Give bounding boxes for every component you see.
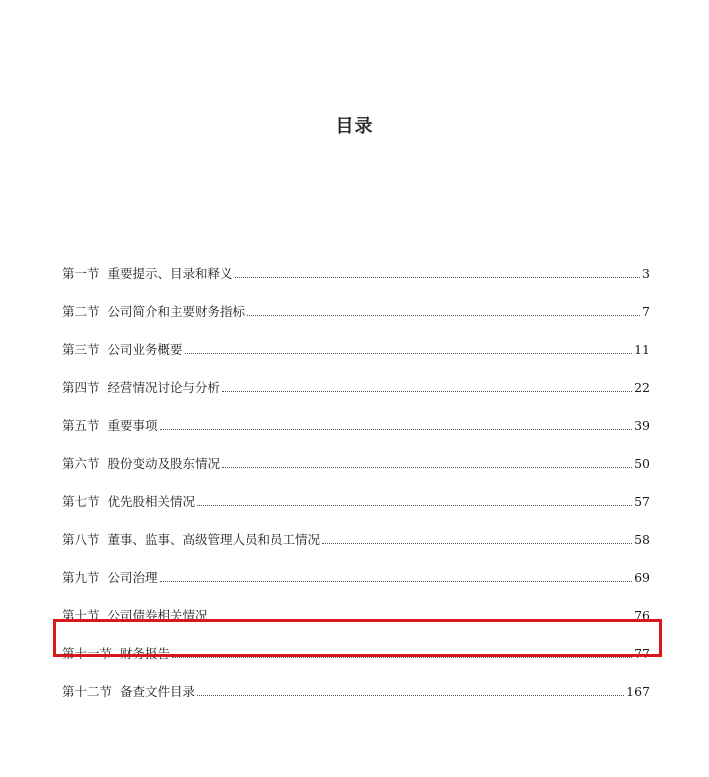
toc-entry-5[interactable]: [62, 396, 650, 434]
toc-page-number: 50: [634, 456, 650, 471]
toc-section-number: 第五节: [62, 418, 100, 433]
dot-leader: [222, 467, 632, 468]
dot-leader: [160, 581, 633, 582]
toc-section-number: 第九节: [62, 570, 100, 585]
toc-page-number: 57: [634, 494, 650, 509]
toc-entry-2[interactable]: [62, 282, 650, 320]
toc-section-number: 第八节: [62, 532, 100, 547]
dot-leader: [222, 391, 632, 392]
toc-section-number: 第三节: [62, 342, 100, 357]
toc-section-title: 董事、监事、高级管理人员和员工情况: [107, 532, 321, 547]
toc-section-number: 第二节: [62, 304, 100, 319]
toc-section-title: 公司债券相关情况: [107, 608, 208, 623]
toc-entry-3[interactable]: [62, 320, 650, 358]
dot-leader: [210, 619, 633, 620]
toc-section-title: 重要提示、目录和释义: [107, 266, 233, 281]
dot-leader: [160, 429, 633, 430]
dot-leader: [197, 505, 632, 506]
toc-section-number: 第六节: [62, 456, 100, 471]
toc-page-number: 76: [634, 608, 650, 623]
toc-page-number: 69: [634, 570, 650, 585]
dot-leader: [247, 315, 640, 316]
dot-leader: [172, 657, 632, 658]
toc-section-title: 优先股相关情况: [107, 494, 196, 509]
toc-page-number: 11: [634, 342, 650, 357]
toc-page-number: 3: [642, 266, 650, 281]
toc-page-number: 22: [634, 380, 650, 395]
table-of-contents: [62, 244, 650, 700]
toc-section-title: 股份变动及股东情况: [107, 456, 221, 471]
toc-section-title: 经营情况讨论与分析: [107, 380, 221, 395]
toc-section-number: 第七节: [62, 494, 100, 509]
page-title: 目录: [335, 116, 374, 137]
toc-entry-1[interactable]: [62, 244, 650, 282]
toc-entry-6[interactable]: [62, 434, 650, 472]
dot-leader: [235, 277, 641, 278]
toc-entry-11[interactable]: [62, 624, 650, 662]
toc-section-title: 公司治理: [107, 570, 158, 585]
toc-section-number: 第四节: [62, 380, 100, 395]
toc-entry-9[interactable]: [62, 548, 650, 586]
toc-page-number: 39: [634, 418, 650, 433]
toc-entry-10[interactable]: [62, 586, 650, 624]
toc-section-number: 第十二节: [62, 684, 113, 699]
toc-section-number: 第十一节: [62, 646, 113, 661]
toc-page-number: 58: [634, 532, 650, 547]
toc-entry-12[interactable]: [62, 662, 650, 700]
dot-leader: [185, 353, 633, 354]
toc-page-number: 77: [634, 646, 650, 661]
toc-section-number: 第一节: [62, 266, 100, 281]
toc-section-title: 备查文件目录: [120, 684, 196, 699]
toc-section-number: 第十节: [62, 608, 100, 623]
toc-section-title: 公司简介和主要财务指标: [107, 304, 246, 319]
toc-section-title: 财务报告: [120, 646, 171, 661]
toc-page-number: 7: [642, 304, 650, 319]
dot-leader: [322, 543, 632, 544]
toc-entry-7[interactable]: [62, 472, 650, 510]
toc-entry-8[interactable]: [62, 510, 650, 548]
toc-section-title: 公司业务概要: [107, 342, 183, 357]
dot-leader: [197, 695, 624, 696]
toc-page-number: 167: [626, 684, 650, 699]
toc-section-title: 重要事项: [107, 418, 158, 433]
toc-entry-4[interactable]: [62, 358, 650, 396]
